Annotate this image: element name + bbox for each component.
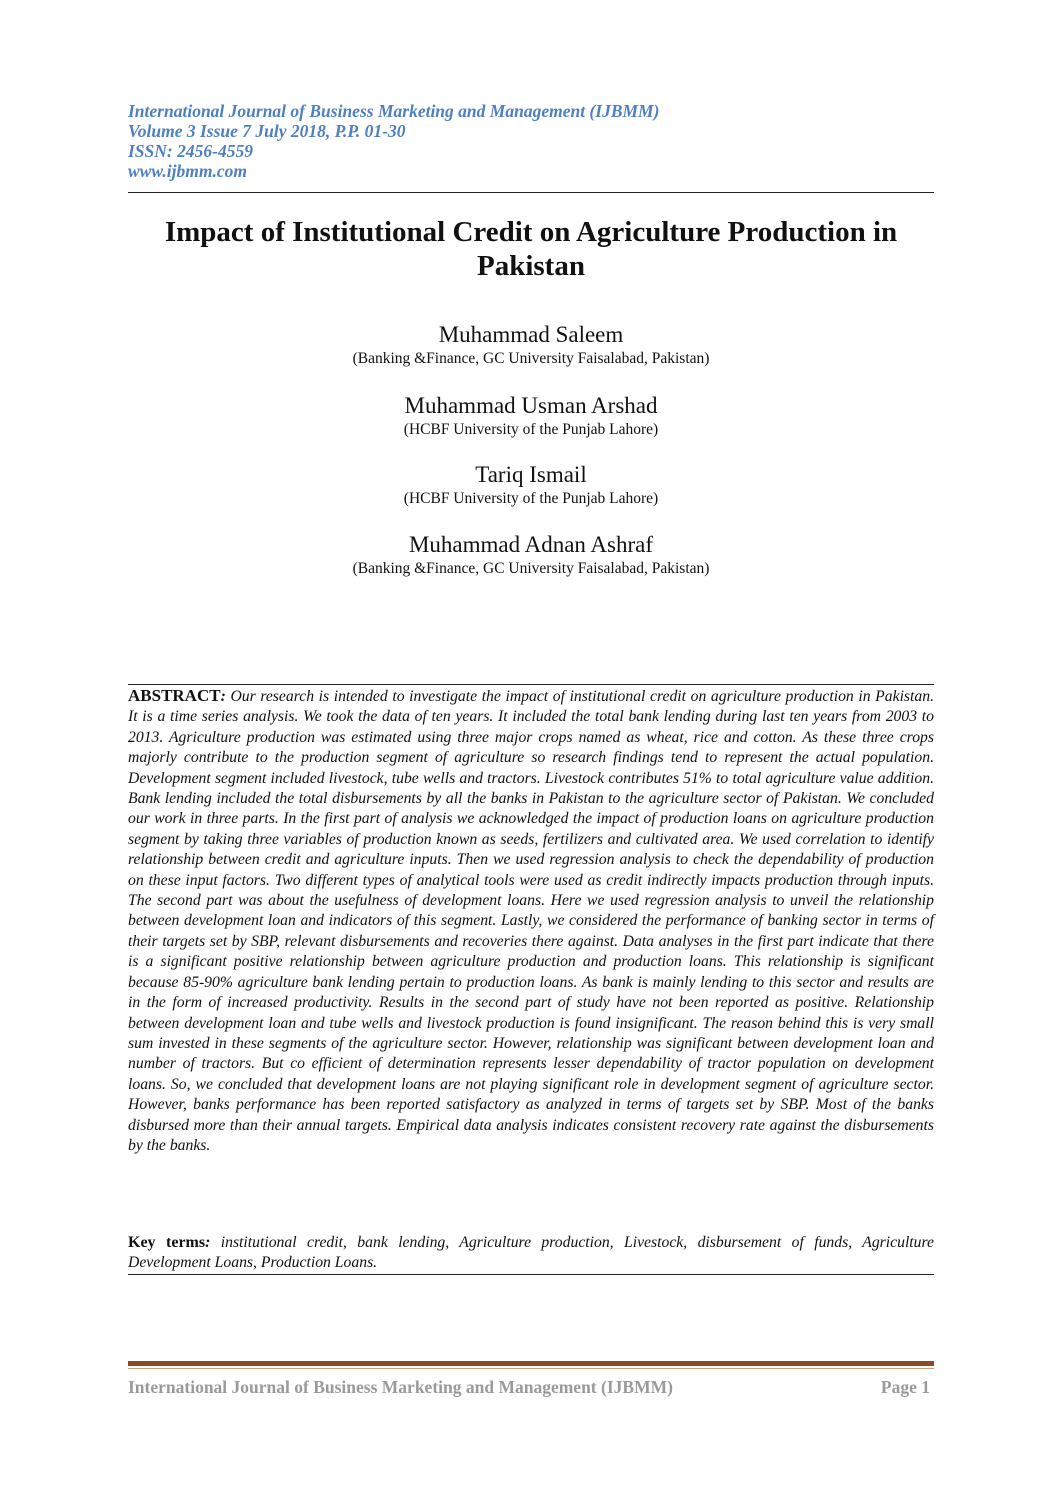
title-line-1: Impact of Institutional Credit on Agriculture Production in: [164, 216, 898, 248]
abstract-top-rule: [128, 684, 934, 685]
page-number: Page 1: [880, 1377, 930, 1397]
key-terms-label: Key terms: [128, 1234, 206, 1251]
journal-website-link[interactable]: www.ijbmm.com: [128, 161, 247, 181]
footer-rule-thin: [128, 1368, 934, 1369]
abstract: [128, 686, 934, 1156]
paper-title: [128, 215, 934, 283]
abstract-colon: :: [220, 688, 226, 705]
author-4: [128, 532, 934, 578]
journal-header: [128, 101, 934, 181]
author-affiliation: (Banking &Finance, GC University Faisalabad, Pakistan): [352, 350, 710, 367]
abstract-text: Our research is intended to investigate the impact of institutional credit on agriculture production in Pakistan. It is a time series analysis. We took the data of ten years. It included the total bank lending during last ten years from 2003 to 2013. Agriculture production was estimated using three major crops named as wheat, rice and cotton. As these three crops majorly contribute to the production segment of agriculture so research findings tend to represent the actual population. Development segment included livestock, tube wells and tractors. Livestock contributes 51% to total agriculture value addition. Bank lending included the total disbursements by all the banks in Pakistan to the agriculture sector of Pakistan. We concluded our work in three parts. In the first part of analysis we acknowledged the impact of production loans on agriculture production segment by taking three variables of production known as seeds, fertilizers and cultivated area. We used correlation to identify relationship between credit and agriculture inputs. Then we used regression analysis to check the dependability of production on these input factors. Two different types of analytical tools were used as credit indirectly impacts production through inputs. The second part was about the usefulness of development loans. Here we used regression analysis to unveil the relationship between development loan and indicators of this segment. Lastly, we considered the performance of banking sector in terms of their targets set by SBP, relevant disbursements and recoveries there against. Data analyses in the first part indicate that there is a significant positive relationship between agriculture production and production loans. This relationship is significant because 85-90% agriculture bank lending pertain to production loans. As bank is mainly lending to this sector and results are in the form of increased productivity. Results in the second part of study have not been reported as positive. Relationship between development loan and tube wells and livestock production is found insignificant. The reason behind this is very small sum invested in these segments of the agriculture sector. However, relationship was significant between development loan and number of tractors. But co efficient of determination represents lesser dependability of tractor population on development loans. So, we concluded that development loans are not playing significant role in development segment of agriculture sector. However, banks performance has been reported satisfactory as analyzed in terms of targets set by SBP. Most of the banks disbursed more than their annual targets. Empirical data analysis indicates consistent recovery rate against the disbursements by the banks.: [128, 688, 935, 1154]
author-2: [128, 393, 934, 439]
author-name: Muhammad Usman Arshad: [404, 393, 658, 418]
abstract-bottom-rule: [128, 1274, 934, 1275]
key-terms-text: institutional credit, bank lending, Agriculture production, Livestock, disbursement of funds, Agriculture Development Loans, Production Loans.: [128, 1234, 934, 1272]
key-terms: [128, 1233, 934, 1274]
author-name: Muhammad Adnan Ashraf: [408, 532, 653, 557]
author-affiliation: (HCBF University of the Punjab Lahore): [403, 490, 659, 507]
journal-name: International Journal of Business Marketing and Management (IJBMM): [128, 101, 660, 121]
issn: ISSN: 2456-4559: [128, 141, 253, 161]
key-terms-colon: :: [205, 1234, 211, 1251]
header-divider: [128, 192, 934, 193]
page-footer: [128, 1377, 934, 1398]
volume-line: Volume 3 Issue 7 July 2018, P.P. 01-30: [128, 121, 406, 141]
footer-journal-name: International Journal of Business Marketing and Management (IJBMM): [128, 1377, 673, 1397]
author-name: Tariq Ismail: [475, 462, 587, 487]
author-affiliation: (HCBF University of the Punjab Lahore): [403, 421, 659, 438]
title-line-2: Pakistan: [477, 250, 585, 282]
author-name: Muhammad Saleem: [438, 322, 624, 347]
footer-rule: [128, 1361, 934, 1366]
author-3: [128, 462, 934, 508]
author-1: [128, 322, 934, 368]
abstract-label: ABSTRACT: [128, 686, 221, 705]
author-affiliation: (Banking &Finance, GC University Faisalabad, Pakistan): [352, 560, 710, 577]
